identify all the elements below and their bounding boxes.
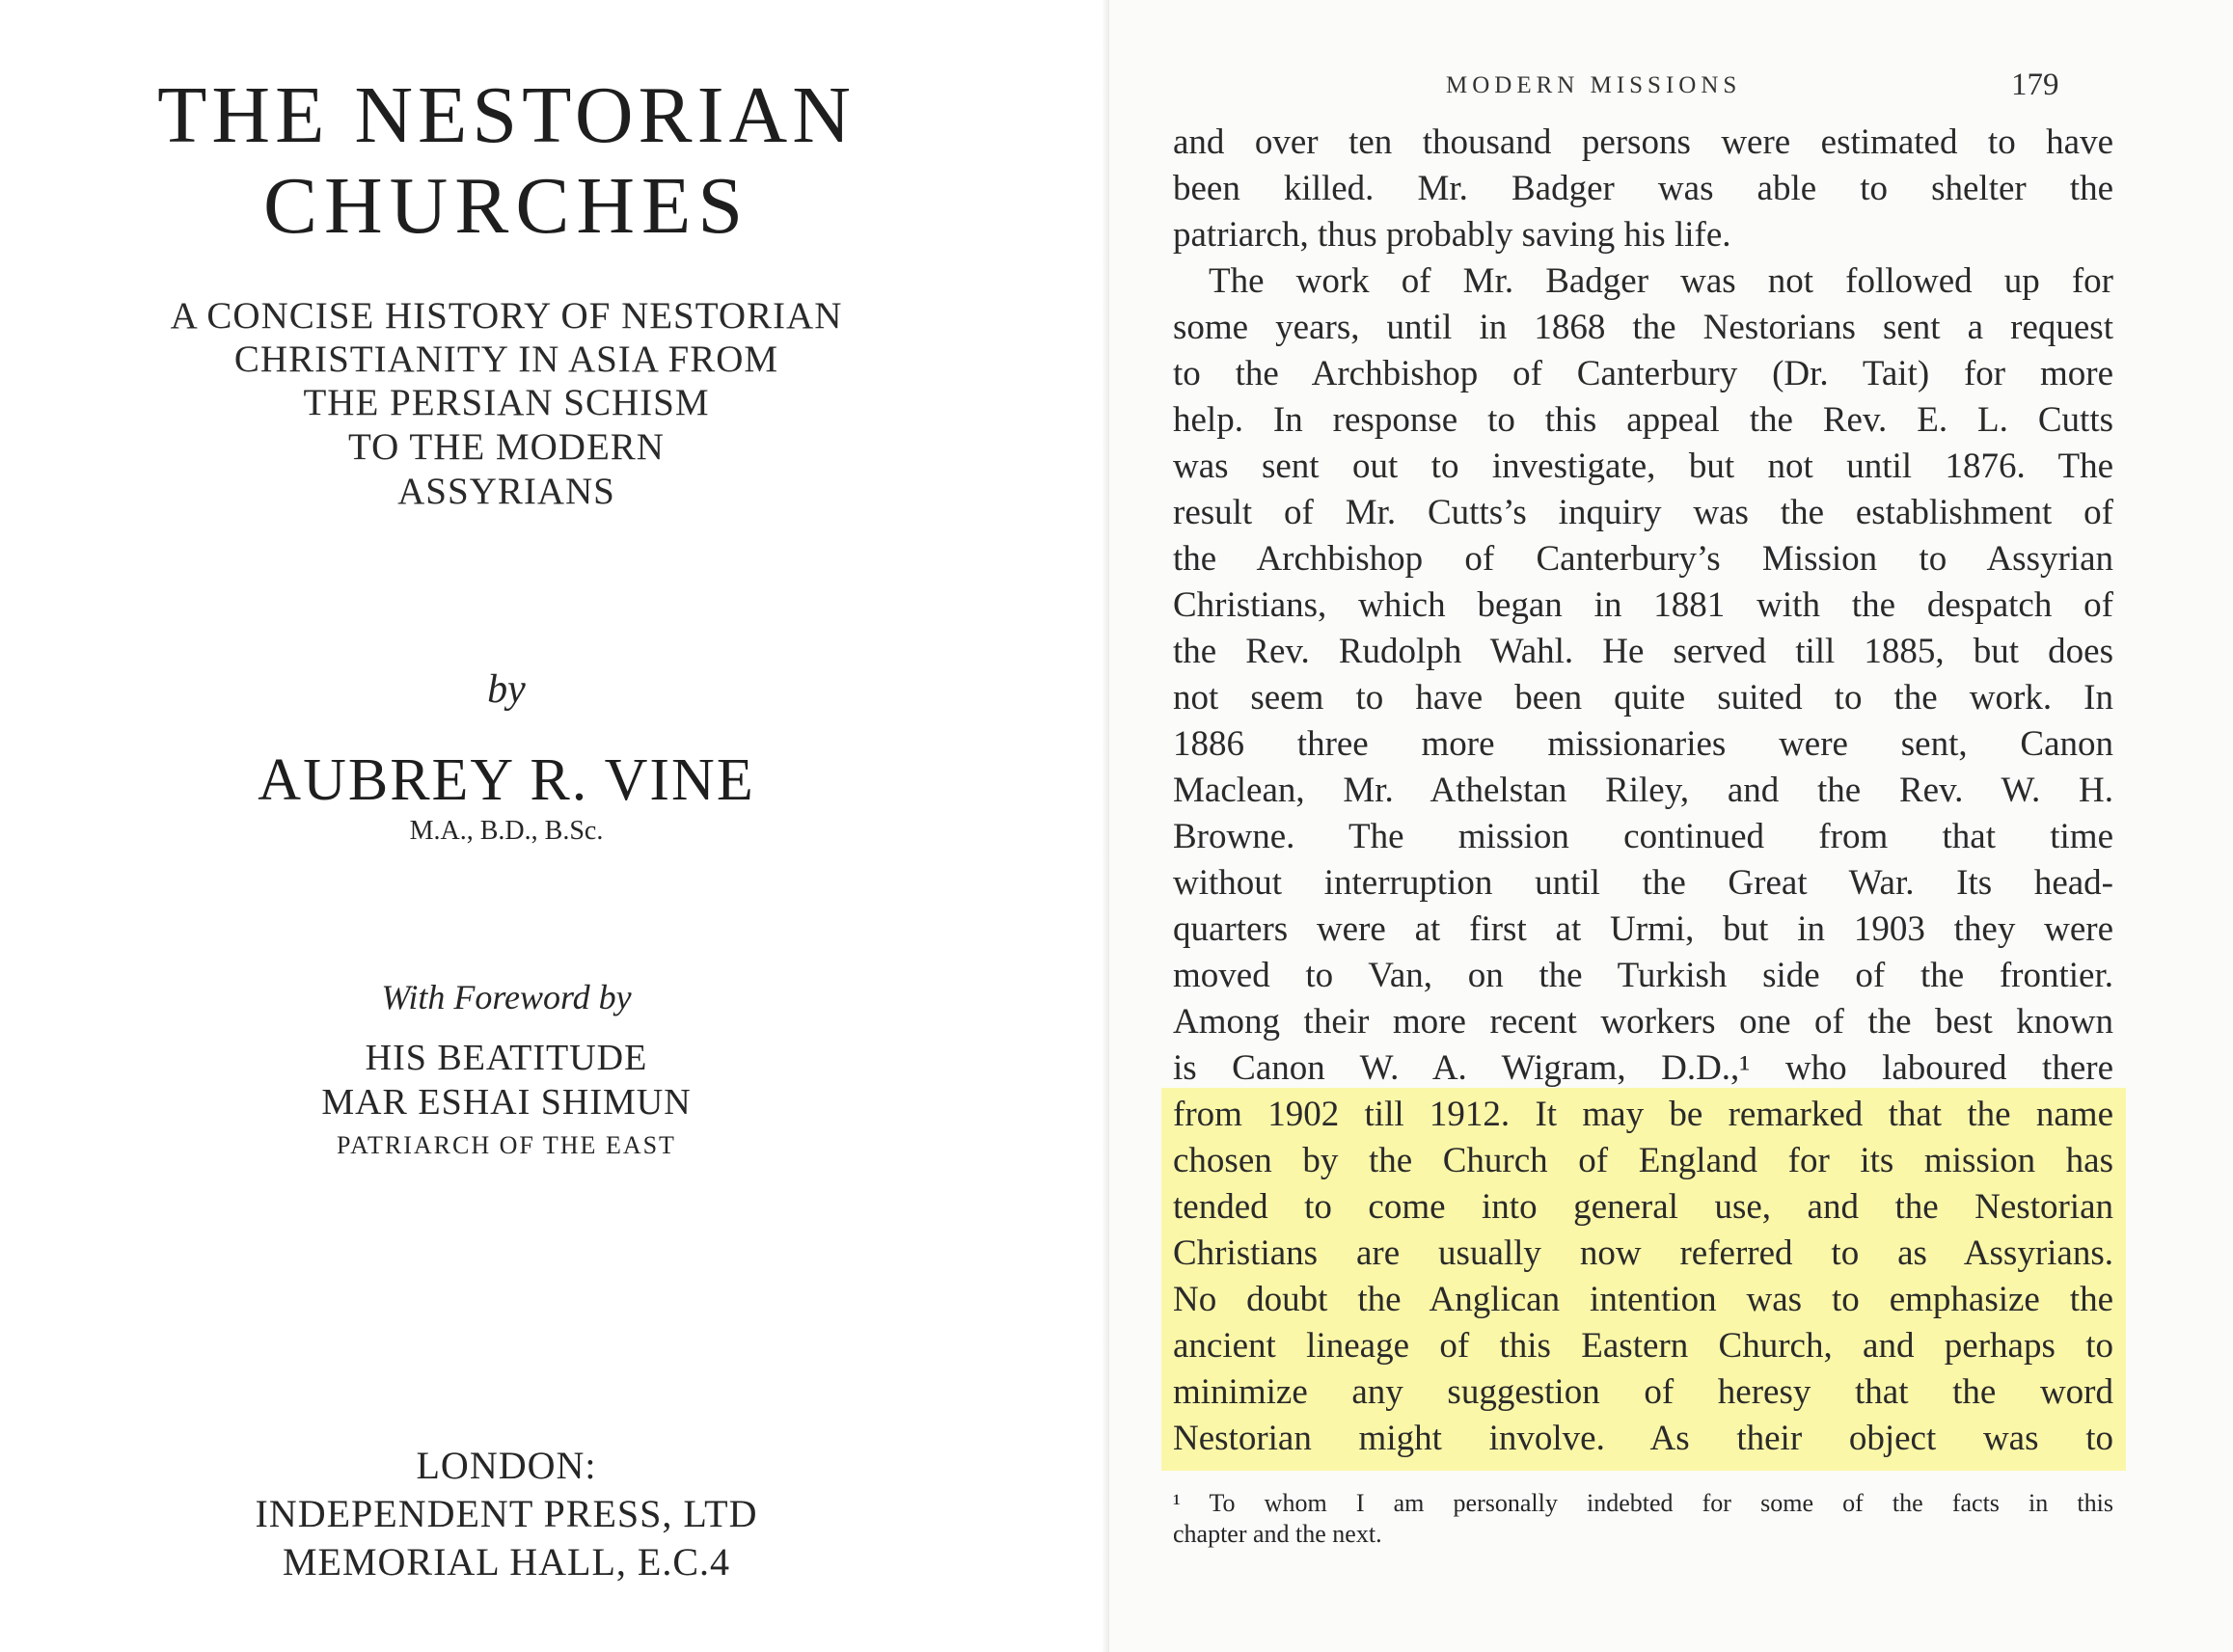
book-title-line-1: THE NESTORIAN	[157, 70, 856, 160]
foreword-author-line: HIS BEATITUDE	[365, 1038, 648, 1078]
footnote-line: ¹ To whom I am personally indebted for some of the facts in this	[1173, 1489, 2113, 1517]
body-text-line: was sent out to investigate, but not until 1876. The	[1173, 447, 2113, 486]
body-text-line: not seem to have been quite suited to the work. In	[1173, 678, 2113, 718]
author-name: AUBREY R. VINE	[258, 747, 755, 813]
foreword-author-title: PATRIARCH OF THE EAST	[337, 1131, 676, 1159]
highlighted-text-line: tended to come into general use, and the Nestorian	[1173, 1187, 2113, 1227]
body-text-line: result of Mr. Cutts’s inquiry was the establishment of	[1173, 493, 2113, 532]
footnote-line: chapter and the next.	[1173, 1520, 1382, 1548]
body-text-line: help. In response to this appeal the Rev. E. L. Cutts	[1173, 400, 2113, 440]
body-text-line: the Archbishop of Canterbury’s Mission to Assyrian	[1173, 539, 2113, 579]
body-text-line: Browne. The mission continued from that time	[1173, 817, 2113, 856]
subtitle-line: CHRISTIANITY IN ASIA FROM	[233, 339, 779, 380]
foreword-author-line: MAR ESHAI SHIMUN	[321, 1082, 692, 1123]
subtitle-line: A CONCISE HISTORY OF NESTORIAN	[170, 295, 843, 337]
body-text-line: to the Archbishop of Canterbury (Dr. Tait) for more	[1173, 354, 2113, 393]
author-degrees: M.A., B.D., B.Sc.	[409, 816, 604, 846]
by-label: by	[487, 667, 526, 712]
highlighted-text-line: ancient lineage of this Eastern Church, and perhaps to	[1173, 1326, 2113, 1366]
subtitle-line: TO THE MODERN	[348, 426, 665, 468]
highlighted-text-line: Nestorian might involve. As their object was to	[1173, 1419, 2113, 1458]
body-text-line: the Rev. Rudolph Wahl. He served till 1885, but does	[1173, 632, 2113, 671]
body-text-line: The work of Mr. Badger was not followed up for	[1209, 261, 2113, 301]
body-text-line: 1886 three more missionaries were sent, Canon	[1173, 724, 2113, 764]
publisher-line: INDEPENDENT PRESS, LTD	[255, 1492, 758, 1535]
page-number: 179	[2011, 68, 2059, 102]
subtitle-line: THE PERSIAN SCHISM	[303, 382, 710, 423]
highlighted-text-line: minimize any suggestion of heresy that the word	[1173, 1372, 2113, 1412]
body-text-line: without interruption until the Great War. Its head-	[1173, 863, 2113, 903]
highlighted-text-line: No doubt the Anglican intention was to emphasize the	[1173, 1280, 2113, 1319]
body-text-line: is Canon W. A. Wigram, D.D.,¹ who laboured there	[1173, 1048, 2113, 1088]
highlighted-text-line: chosen by the Church of England for its mission has	[1173, 1141, 2113, 1180]
body-text-line: and over ten thousand persons were estimated to have	[1173, 122, 2113, 162]
body-text-line: Maclean, Mr. Athelstan Riley, and the Rev. W. H.	[1173, 771, 2113, 810]
body-text-line: moved to Van, on the Turkish side of the frontier.	[1173, 956, 2113, 995]
body-text-line: been killed. Mr. Badger was able to shelter the	[1173, 169, 2113, 208]
foreword-label: With Foreword by	[381, 978, 632, 1016]
book-title-line-2: CHURCHES	[262, 161, 750, 251]
text-page	[1109, 0, 2233, 1652]
subtitle-line: ASSYRIANS	[397, 471, 615, 512]
title-page	[0, 0, 1109, 1652]
body-text-line: Among their more recent workers one of the best known	[1173, 1002, 2113, 1042]
body-text-line: patriarch, thus probably saving his life.	[1173, 215, 1731, 255]
highlighted-text-line: from 1902 till 1912. It may be remarked that the name	[1173, 1095, 2113, 1134]
body-text-line: quarters were at first at Urmi, but in 1903 they were	[1173, 909, 2113, 949]
body-text-line: some years, until in 1868 the Nestorians sent a request	[1173, 308, 2113, 347]
publisher-line: LONDON:	[416, 1444, 597, 1487]
publisher-line: MEMORIAL HALL, E.C.4	[282, 1540, 731, 1584]
highlighted-text-line: Christians are usually now referred to as Assyrians.	[1173, 1233, 2113, 1273]
running-head: MODERN MISSIONS	[1446, 72, 1742, 98]
body-text-line: Christians, which began in 1881 with the despatch of	[1173, 585, 2113, 625]
